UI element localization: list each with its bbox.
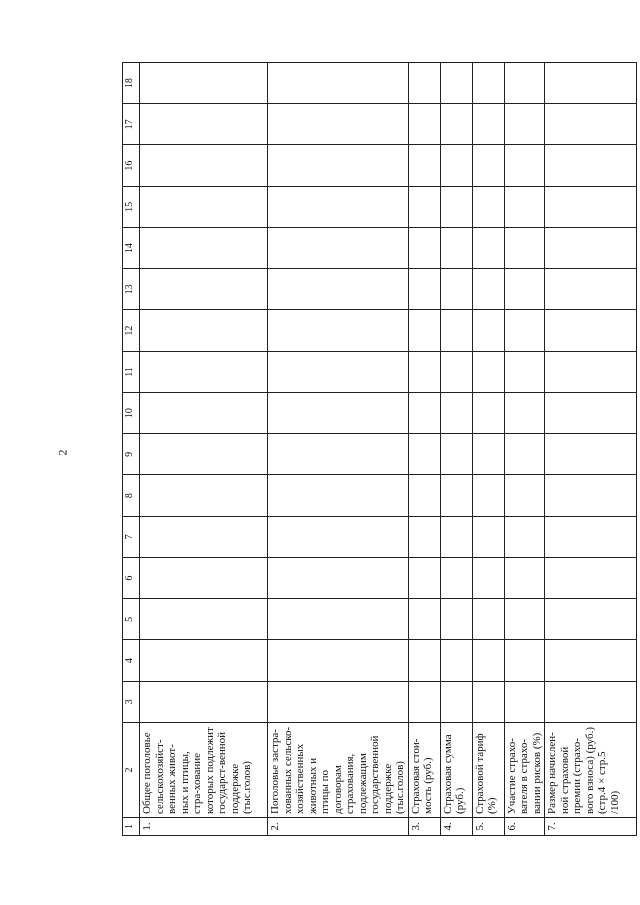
empty-cell (545, 228, 637, 269)
table-row (140, 63, 268, 836)
empty-cell (545, 393, 637, 434)
empty-cell (504, 516, 545, 557)
empty-cell (268, 475, 409, 516)
table-row (268, 63, 409, 836)
empty-cell (545, 516, 637, 557)
column-header: 12 (123, 310, 140, 351)
column-header: 2 (123, 723, 140, 818)
empty-cell (504, 351, 545, 392)
empty-cell (472, 228, 504, 269)
empty-cell (545, 434, 637, 475)
column-header: 13 (123, 269, 140, 310)
table-row (545, 63, 637, 836)
table-row (440, 63, 472, 836)
table-row (408, 63, 440, 836)
empty-cell (140, 516, 268, 557)
empty-cell (504, 104, 545, 145)
table-body (140, 63, 637, 836)
row-number: 7. (545, 818, 637, 836)
empty-cell (268, 393, 409, 434)
empty-cell (140, 640, 268, 681)
page-number: 2 (55, 449, 70, 456)
empty-cell (408, 516, 440, 557)
empty-cell (140, 145, 268, 186)
empty-cell (440, 63, 472, 104)
empty-cell (440, 475, 472, 516)
empty-cell (472, 558, 504, 599)
empty-cell (472, 104, 504, 145)
column-header: 16 (123, 145, 140, 186)
column-header: 7 (123, 516, 140, 557)
empty-cell (472, 599, 504, 640)
empty-cell (440, 269, 472, 310)
empty-cell (408, 475, 440, 516)
empty-cell (472, 516, 504, 557)
row-label: Участие страхо-вателя в страхо-вании рисков (%) (504, 723, 545, 818)
empty-cell (440, 599, 472, 640)
empty-cell (472, 475, 504, 516)
row-number: 5. (472, 818, 504, 836)
empty-cell (545, 640, 637, 681)
empty-cell (440, 681, 472, 722)
row-label: Страховой тариф (%) (472, 723, 504, 818)
empty-cell (268, 228, 409, 269)
empty-cell (140, 269, 268, 310)
empty-cell (440, 228, 472, 269)
empty-cell (408, 640, 440, 681)
row-number: 6. (504, 818, 545, 836)
empty-cell (408, 269, 440, 310)
column-header: 6 (123, 558, 140, 599)
empty-cell (408, 145, 440, 186)
row-number: 3. (408, 818, 440, 836)
empty-cell (545, 186, 637, 227)
row-number: 2. (268, 818, 409, 836)
empty-cell (504, 145, 545, 186)
column-header: 11 (123, 351, 140, 392)
insurance-table (122, 62, 637, 836)
empty-cell (268, 351, 409, 392)
column-header: 5 (123, 599, 140, 640)
empty-cell (408, 681, 440, 722)
empty-cell (472, 351, 504, 392)
empty-cell (504, 681, 545, 722)
empty-cell (268, 145, 409, 186)
row-label: Поголовье застра-хованных сельско-хозяйственных животных и птицы по договорам страхования, подлежащим государственной поддержке (тыс.голов) (268, 723, 409, 818)
empty-cell (440, 145, 472, 186)
empty-cell (545, 269, 637, 310)
column-header: 1 (123, 818, 140, 836)
empty-cell (545, 351, 637, 392)
empty-cell (140, 393, 268, 434)
empty-cell (440, 558, 472, 599)
empty-cell (472, 310, 504, 351)
column-header: 14 (123, 228, 140, 269)
column-header: 8 (123, 475, 140, 516)
empty-cell (140, 186, 268, 227)
row-label: Общее поголовье сельскохозяйст-венных живот-ных и птицы, стра-хование которых подлежит государст-венной поддержке (тыс.голов) (140, 723, 268, 818)
empty-cell (268, 599, 409, 640)
empty-cell (268, 310, 409, 351)
empty-cell (545, 63, 637, 104)
empty-cell (545, 104, 637, 145)
rotated-table-sheet (122, 62, 634, 836)
empty-cell (472, 186, 504, 227)
empty-cell (504, 269, 545, 310)
column-header: 3 (123, 681, 140, 722)
empty-cell (268, 269, 409, 310)
empty-cell (440, 186, 472, 227)
empty-cell (504, 599, 545, 640)
row-number: 4. (440, 818, 472, 836)
empty-cell (472, 63, 504, 104)
empty-cell (440, 516, 472, 557)
empty-cell (268, 516, 409, 557)
empty-cell (408, 228, 440, 269)
empty-cell (504, 475, 545, 516)
row-number: 1. (140, 818, 268, 836)
row-label: Страховая стои-мость (руб.) (408, 723, 440, 818)
empty-cell (408, 186, 440, 227)
empty-cell (408, 393, 440, 434)
empty-cell (408, 310, 440, 351)
column-header: 18 (123, 63, 140, 104)
empty-cell (408, 558, 440, 599)
empty-cell (472, 681, 504, 722)
column-header: 9 (123, 434, 140, 475)
empty-cell (504, 186, 545, 227)
column-header: 10 (123, 393, 140, 434)
empty-cell (140, 228, 268, 269)
empty-cell (545, 145, 637, 186)
empty-cell (140, 434, 268, 475)
empty-cell (545, 310, 637, 351)
empty-cell (545, 558, 637, 599)
empty-cell (408, 351, 440, 392)
empty-cell (268, 104, 409, 145)
empty-cell (545, 599, 637, 640)
empty-cell (140, 351, 268, 392)
table-row (504, 63, 545, 836)
empty-cell (140, 63, 268, 104)
empty-cell (440, 310, 472, 351)
empty-cell (268, 186, 409, 227)
empty-cell (472, 434, 504, 475)
row-label: Страховая сумма (руб.) (440, 723, 472, 818)
empty-cell (504, 228, 545, 269)
empty-cell (504, 63, 545, 104)
empty-cell (408, 104, 440, 145)
row-label: Размер начислен-ной страховой премии (страхо-вого взноса) (руб.) (стр.4 × стр.5 /100) (545, 723, 637, 818)
empty-cell (545, 475, 637, 516)
empty-cell (440, 434, 472, 475)
header-row (123, 63, 140, 836)
empty-cell (472, 640, 504, 681)
empty-cell (140, 558, 268, 599)
empty-cell (472, 393, 504, 434)
empty-cell (408, 63, 440, 104)
empty-cell (140, 599, 268, 640)
empty-cell (268, 434, 409, 475)
column-header: 17 (123, 104, 140, 145)
empty-cell (545, 681, 637, 722)
empty-cell (268, 640, 409, 681)
empty-cell (408, 599, 440, 640)
empty-cell (440, 104, 472, 145)
empty-cell (472, 269, 504, 310)
empty-cell (504, 640, 545, 681)
empty-cell (268, 558, 409, 599)
empty-cell (268, 63, 409, 104)
empty-cell (472, 145, 504, 186)
empty-cell (504, 434, 545, 475)
table-row (472, 63, 504, 836)
column-header: 15 (123, 186, 140, 227)
empty-cell (140, 475, 268, 516)
empty-cell (504, 310, 545, 351)
empty-cell (140, 104, 268, 145)
empty-cell (140, 310, 268, 351)
empty-cell (504, 558, 545, 599)
empty-cell (140, 681, 268, 722)
empty-cell (268, 681, 409, 722)
empty-cell (408, 434, 440, 475)
empty-cell (504, 393, 545, 434)
empty-cell (440, 393, 472, 434)
column-header: 4 (123, 640, 140, 681)
empty-cell (440, 640, 472, 681)
empty-cell (440, 351, 472, 392)
